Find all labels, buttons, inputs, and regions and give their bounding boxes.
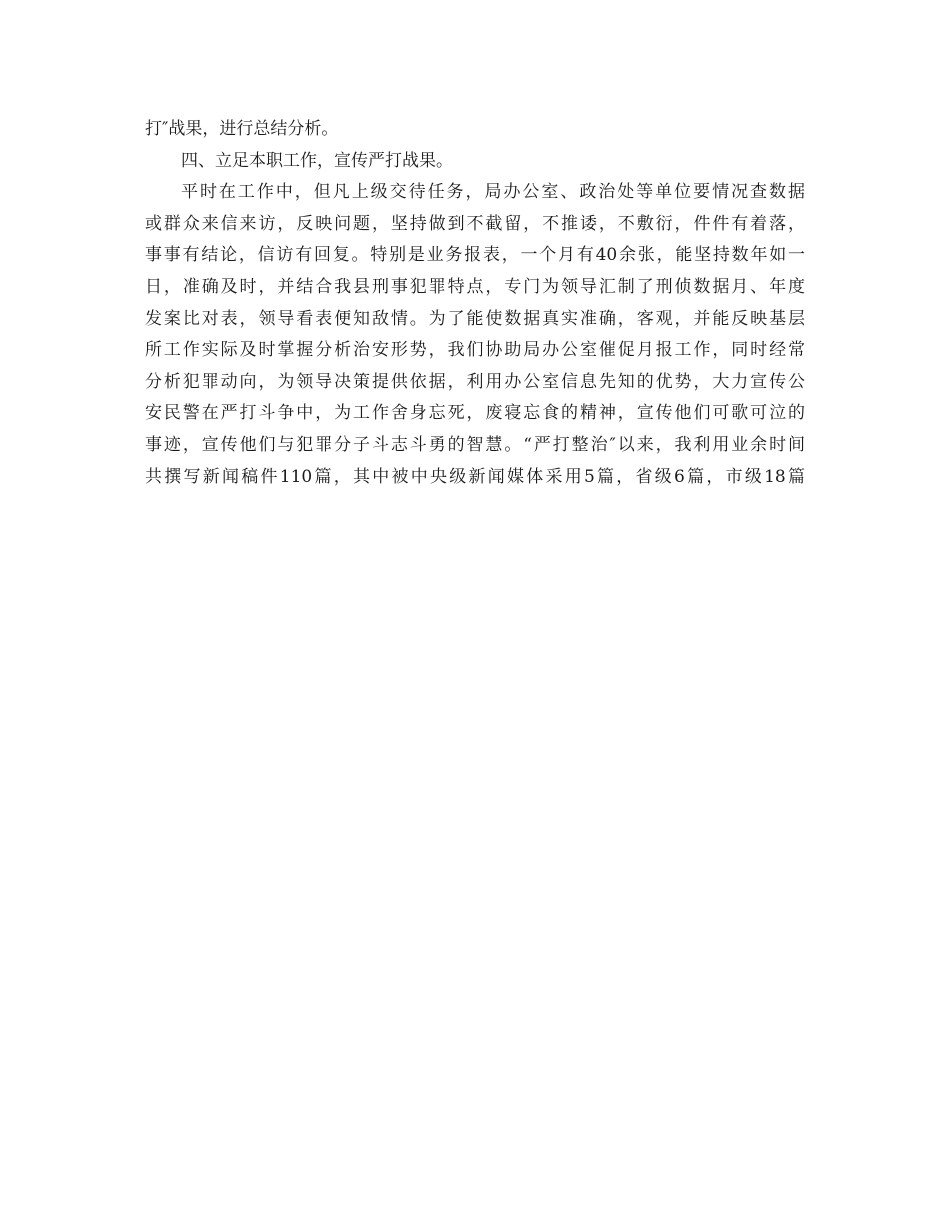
- paragraph-line: 事迹，宣传他们与犯罪分子斗志斗勇的智慧。“严打整治″以来，我利用业余时间: [145, 434, 805, 455]
- paragraph-line: 所工作实际及时掌握分析治安形势，我们协助局办公室催促月报工作，同时经常: [145, 340, 805, 361]
- paragraph-line: 发案比对表，领导看表便知敌情。为了能使数据真实准确，客观，并能反映基层: [145, 308, 805, 329]
- text-line-continuation: 打″战果，进行总结分析。: [145, 119, 339, 139]
- paragraph-line: 事事有结论，信访有回复。特别是业务报表，一个月有40余张，能坚持数年如一: [145, 245, 805, 266]
- section-heading: 四、立足本职工作，宣传严打战果。: [181, 150, 453, 171]
- paragraph-line: 日，准确及时，并结合我县刑事犯罪特点，专门为领导汇制了刑侦数据月、年度: [145, 276, 805, 297]
- paragraph-line: 平时在工作中，但凡上级交待任务，局办公室、政治处等单位要情况查数据: [181, 182, 805, 203]
- paragraph-line: 分析犯罪动向，为领导决策提供依据，利用办公室信息先知的优势，大力宣传公: [145, 371, 805, 392]
- paragraph-line: 安民警在严打斗争中，为工作舍身忘死，废寝忘食的精神，宣传他们可歌可泣的: [145, 403, 805, 424]
- paragraph-line: 或群众来信来访，反映问题，坚持做到不截留，不推诿，不敷衍，件件有着落，: [145, 213, 805, 234]
- body-text: [145, 114, 805, 493]
- paragraph-line: 共撰写新闻稿件110篇，其中被中央级新闻媒体采用5篇，省级6篇，市级18篇: [145, 466, 805, 487]
